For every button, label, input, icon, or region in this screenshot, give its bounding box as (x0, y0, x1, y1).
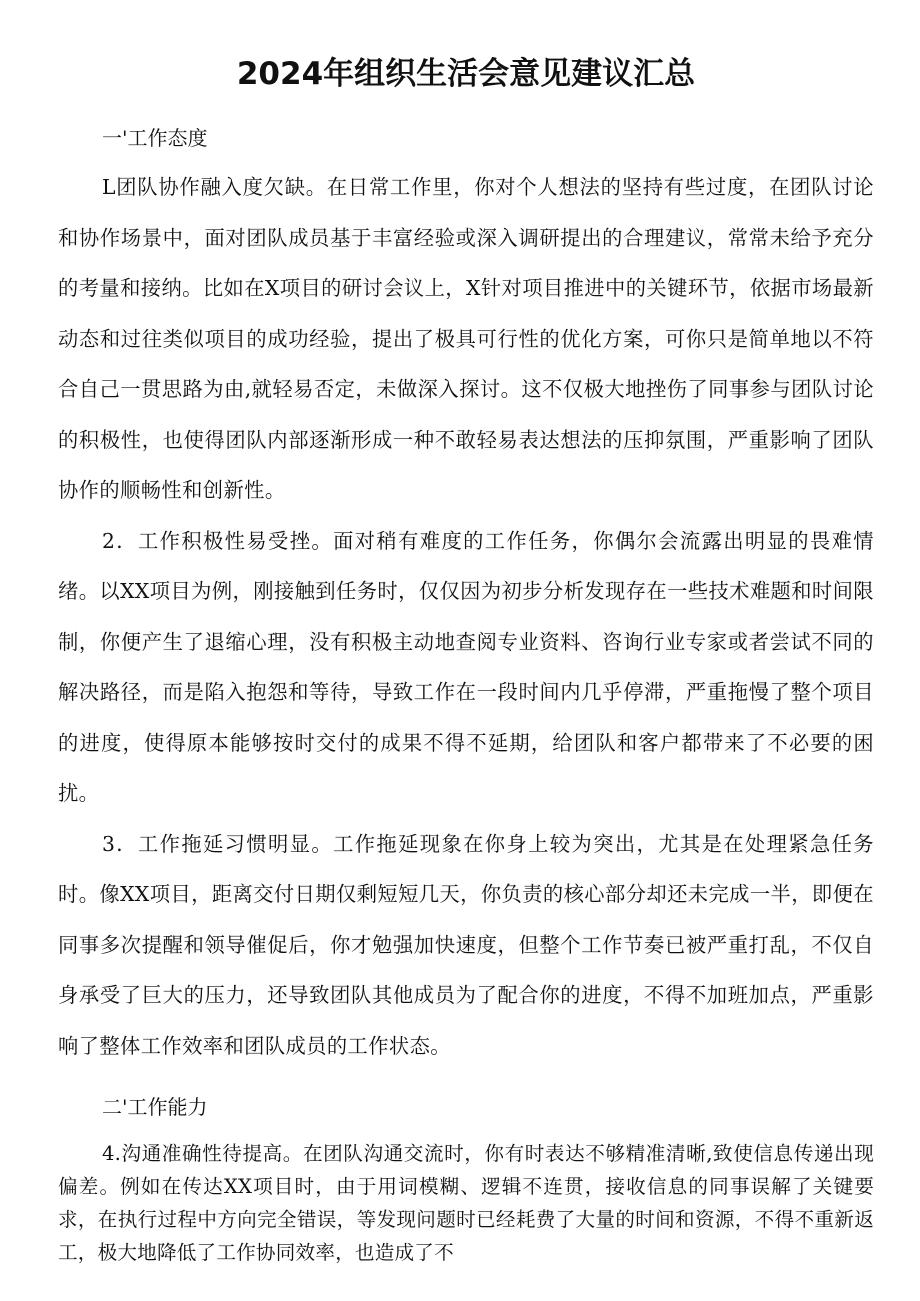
paragraph-procrastination: 3．工作拖延习惯明显。工作拖延现象在你身上较为突出，尤其是在处理紧急任务时。像XX项目，距离交付日期仅剩短短几天，你负责的核心部分却还未完成一半，即便在同事多次提醒和领导催促后，你才勉强加快速度，但整个工作节奏已被严重打乱，不仅自身承受了巨大的压力，还导致团队其他成员为了配合你的进度，不得不加班加点，严重影响了整体工作效率和团队成员的工作状态。 (58, 831, 874, 1058)
paragraph-motivation: 2．工作积极性易受挫。面对稍有难度的工作任务，你偶尔会流露出明显的畏难情绪。以XX项目为例，刚接触到任务时，仅仅因为初步分析发现存在一些技术难题和时间限制，你便产生了退缩心理，没有积极主动地查阅专业资料、咨询行业专家或者尝试不同的解决路径，而是陷入抱怨和等待，导致工作在一段时间内几乎停滞，严重拖慢了整个项目的进度，使得原本能够按时交付的成果不得不延期，给团队和客户都带来了不必要的困扰。 (58, 528, 874, 805)
document-title: 2024年组织生活会意见建议汇总 (236, 56, 696, 92)
section-work-ability (58, 1083, 874, 1269)
paragraph-teamwork: L团队协作融入度欠缺。在日常工作里，你对个人想法的坚持有些过度，在团队讨论和协作场景中，面对团队成员基于丰富经验或深入调研提出的合理建议，常常未给予充分的考量和接纳。比如在X项目的研讨会议上，X针对项目推进中的关键环节，依据市场最新动态和过往类似项目的成功经验，提出了极具可行性的优化方案，可你只是简单地以不符合自己一贯思路为由,就轻易否定，未做深入探讨。这不仅极大地挫伤了同事参与团队讨论的积极性，也使得团队内部逐渐形成一种不敢轻易表达想法的压抑氛围，严重影响了团队协作的顺畅性和创新性。 (58, 175, 874, 502)
section-heading: 一'工作态度 (102, 126, 208, 150)
section-work-attitude (58, 114, 874, 1071)
paragraph-communication: 4.沟通准确性待提高。在团队沟通交流时，你有时表达不够精准清晰,致使信息传递出现偏差。例如在传达XX项目时，由于用词模糊、逻辑不连贯，接收信息的同事误解了关键要求，在执行过程中方向完全错误，等发现问题时已经耗费了大量的时间和资源，不得不重新返工，极大地降低了工作协同效率，也造成了不 (58, 1142, 874, 1264)
section-heading: 二'工作能力 (102, 1095, 208, 1119)
